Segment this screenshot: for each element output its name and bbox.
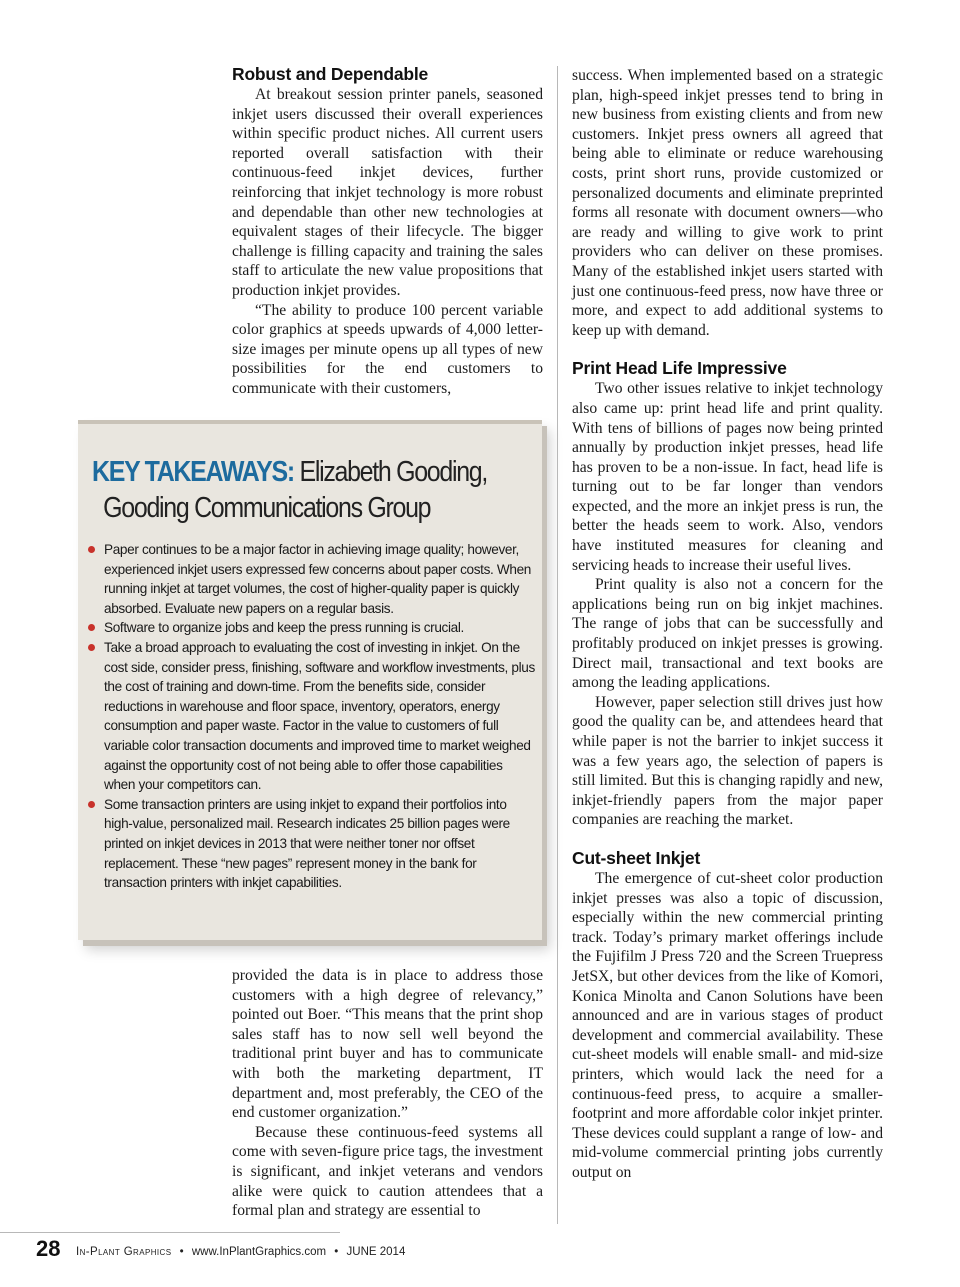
takeaway-text: Take a broad approach to evaluating the cost of investing in inkjet. On the cost side, consider press, finishing, software and workflow investments, plus the cost of training and down-time. From the benefits side, consider reductions in warehouse and floor space, inventory, operators, energy consumption and paper waste. Factor in the value to customers of full variable color transaction documents and improved time to market weighed against the opportunity cost of not being able to offer those capabilities when your competitors can. bbox=[104, 639, 535, 793]
body-paragraph: At breakout session printer panels, seasoned inkjet users discussed their overall experiences within specific product niches. All current users reported overall satisfaction with their continuous-feed inkjet devices, further reinforcing that inkjet technology is more robust and dependable than other new technologies at equivalent stages of their lifecycle. The bigger challenge is filling capacity and training the sales staff to articulate the new value propositions that production inkjet provides. bbox=[232, 86, 543, 299]
subhead-print-head-life: Print Head Life Impressive bbox=[572, 358, 787, 379]
takeaway-item bbox=[88, 540, 536, 618]
footer-rule bbox=[0, 1232, 340, 1233]
takeaway-item bbox=[88, 618, 536, 638]
subhead-robust-dependable: Robust and Dependable bbox=[232, 64, 429, 84]
footer-line bbox=[76, 1245, 405, 1259]
bullet-dot-icon bbox=[88, 546, 95, 553]
body-paragraph: Two other issues relative to inkjet technology also came up: print head life and print quality. With tens of billions of pages now being printed annually by production inkjet presses, head life has proven to be a non-issue. In fact, head life is turning out to be far longer than vendors expected, and the more an inkjet press is run, the better the heads seem to work. Also, vendors have instituted measures for cleaning and servicing heads to increase their useful lives. bbox=[572, 380, 883, 574]
left-column-top bbox=[232, 64, 543, 399]
subhead-cut-sheet-inkjet: Cut-sheet Inkjet bbox=[572, 847, 701, 868]
footer-separator: • bbox=[334, 1246, 339, 1258]
issue-date: JUNE 2014 bbox=[346, 1246, 406, 1258]
footer-separator: • bbox=[179, 1246, 184, 1258]
key-takeaways-label: KEY TAKEAWAYS: bbox=[92, 456, 294, 488]
key-takeaways-title bbox=[92, 454, 539, 526]
takeaway-text: Some transaction printers are using inkjet to expand their portfolios into high-value, personalized mail. Research indicates 25 billion pages were printed on inkjet devices in 2013 that were neither toner nor offset replacement. These “new pages” represent money in the bank for transaction printers with inkjet capabilities. bbox=[104, 796, 510, 891]
right-column bbox=[572, 66, 883, 1182]
takeaway-item bbox=[88, 638, 536, 795]
key-takeaways-author: Elizabeth Gooding, bbox=[299, 456, 488, 488]
body-paragraph: provided the data is in place to address those customers with a high degree of relevancy,” pointed out Boer. “This means that the print shop sales staff has to now sell well beyond the traditional print buyer and has to communicate with both the marketing department, IT department and, most preferably, the CEO of the end customer organization.” bbox=[232, 967, 543, 1122]
body-paragraph: “The ability to produce 100 percent variable color graphics at speeds upwards of 4,000 letter-size images per minute opens up all types of new possibilities for the end customers to communicate with their customers, bbox=[232, 301, 543, 397]
body-paragraph: Because these continuous-feed systems all come with seven-figure price tags, the investment is significant, and inkjet veterans and vendors alike were quick to caution attendees that a formal plan and strategy are essential to bbox=[232, 1123, 543, 1220]
key-takeaways-organization: Gooding Communications Group bbox=[103, 492, 431, 524]
left-column-bottom bbox=[232, 966, 543, 1221]
takeaway-item bbox=[88, 795, 536, 893]
body-paragraph: However, paper selection still drives just how good the quality can be, and attendees heard that while paper is not the barrier to inkjet success it was a few years ago, the selection of papers is still limited. But this is changing rapidly and new, inkjet-friendly papers from the major paper companies are reaching the market. bbox=[572, 693, 883, 829]
bullet-dot-icon bbox=[88, 801, 95, 808]
body-paragraph: The emergence of cut-sheet color production inkjet presses was also a topic of discussion, especially within the new commercial printing track. Today’s primary market offerings include the Fujifilm J Press 720 and the Screen Truepress JetSX, but other devices from the like of Komori, Konica Minolta and Canon Solutions have been announced and are in various stages of product development and commercial availability. These cut-sheet models will enable small- and mid-size printers, which would lack the need for a continuous-feed press, to acquire a smaller-footprint and more affordable color inkjet printer. These devices could supplant a range of low- and mid-volume commercial printing jobs currently output on bbox=[572, 869, 883, 1181]
takeaway-text: Paper continues to be a major factor in achieving image quality; however, experienced inkjet users expressed few concerns about paper costs. When running inkjet at target volumes, the cost of higher-quality paper is quickly absorbed. Evaluate new papers on a regular basis. bbox=[104, 542, 532, 616]
publication-name: In-Plant Graphics bbox=[76, 1246, 172, 1258]
column-divider bbox=[557, 66, 558, 1224]
bullet-dot-icon bbox=[88, 624, 95, 631]
body-paragraph: success. When implemented based on a strategic plan, high-speed inkjet presses tend to bring in new business from existing clients and from new customers. Inkjet press owners all agreed that being able to eliminate or reduce warehousing costs, print short runs, provide customized or personalized documents and eliminate preprinted forms all resonate with document owners—who are ready and willing to give work to print providers who can deliver on these promises. Many of the established inkjet users started with just one continuous-feed press, now have three or more, and expect to add additional systems to keep up with demand. bbox=[572, 67, 883, 339]
body-paragraph: Print quality is also not a concern for the applications being run on big inkjet machines. The range of jobs that can be successfully and profitably produced on inkjet presses is growing. Direct mail, transactional and text books are among the leading applications. bbox=[572, 576, 883, 692]
footer-url: www.InPlantGraphics.com bbox=[191, 1246, 327, 1258]
page-number: 28 bbox=[36, 1236, 61, 1261]
bullet-dot-icon bbox=[88, 644, 95, 651]
takeaway-text: Software to organize jobs and keep the press running is crucial. bbox=[104, 620, 464, 636]
key-takeaways-list bbox=[88, 540, 536, 893]
key-takeaways-box bbox=[78, 420, 542, 940]
